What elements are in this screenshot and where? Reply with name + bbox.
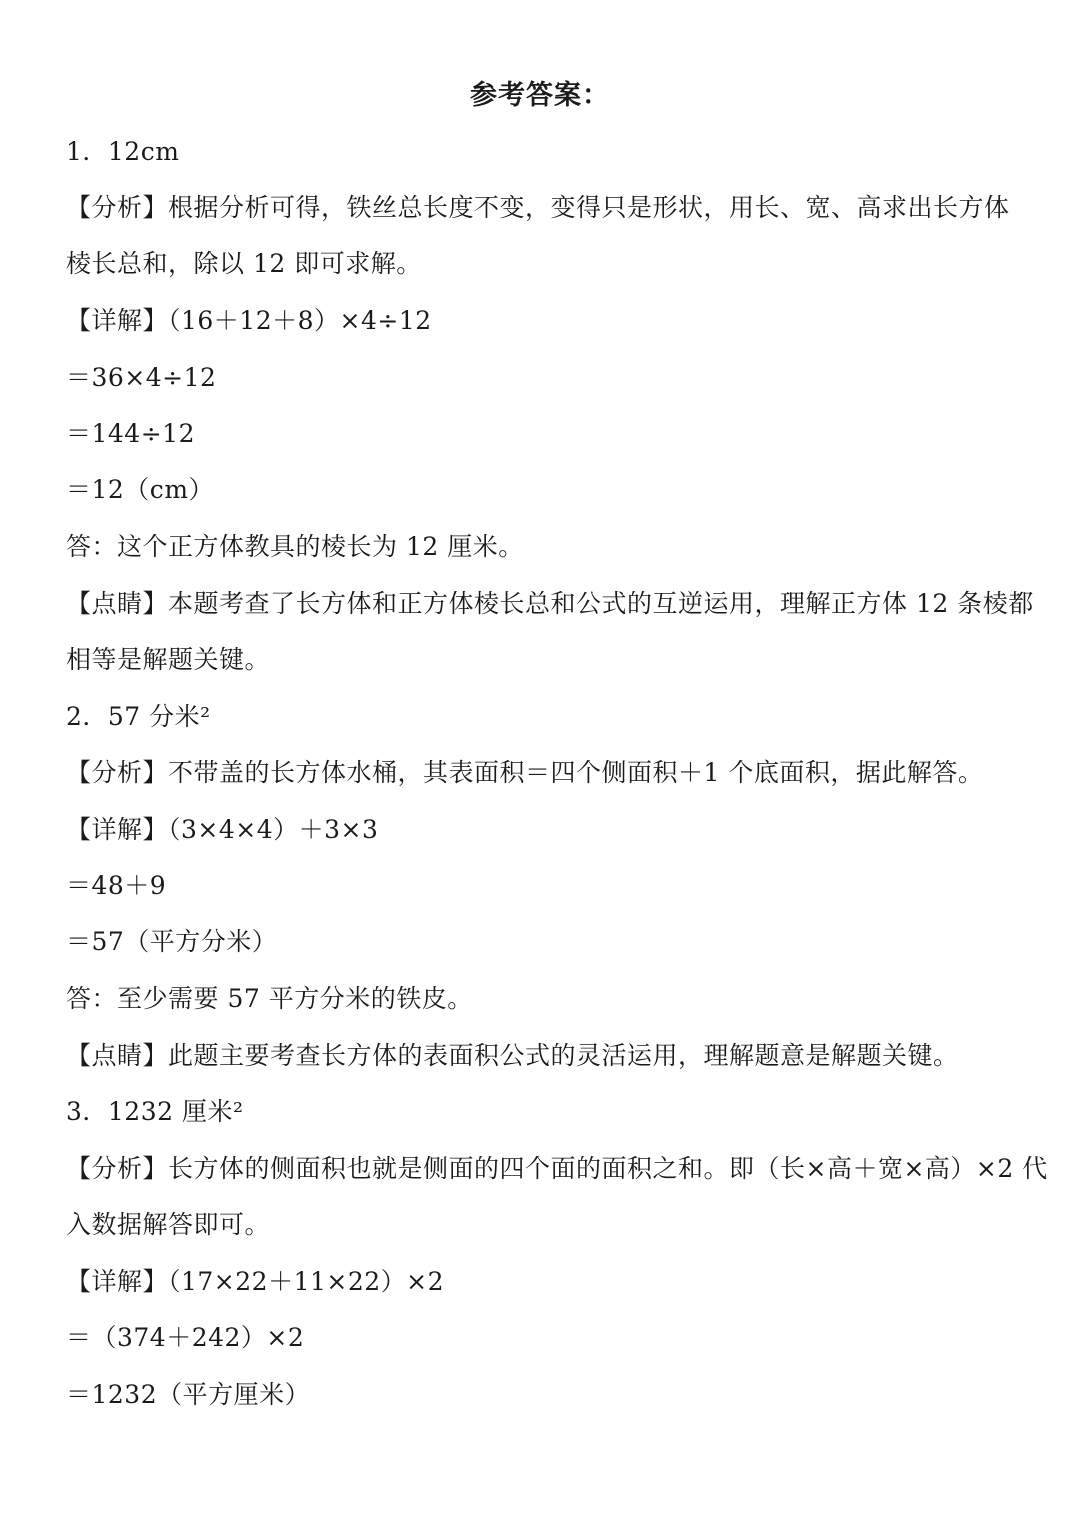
q2-detail: 【详解】（3×4×4）＋3×3 [66,815,379,844]
q1-detail: 【详解】（16＋12＋8）×4÷12 [66,306,432,335]
q1-answer: 1．12cm [66,137,180,166]
q1-point-line1: 【点睛】本题考查了长方体和正方体棱长总和公式的互逆运用，理解正方体 12 条棱都 [66,589,1034,618]
q3-analysis-line1: 【分析】长方体的侧面积也就是侧面的四个面的面积之和。即（长×高＋宽×高）×2 代 [66,1154,1048,1183]
q3-step1: ＝（374＋242）×2 [66,1323,305,1352]
q3-step2: ＝1232（平方厘米） [66,1380,311,1409]
q1-step3: ＝12（cm） [66,475,215,504]
q1-point-line2: 相等是解题关键。 [66,645,271,674]
q1-analysis-line1: 【分析】根据分析可得，铁丝总长度不变，变得只是形状，用长、宽、高求出长方体 [66,193,1010,222]
q3-analysis-line2: 入数据解答即可。 [66,1210,271,1239]
q3-detail: 【详解】（17×22＋11×22）×2 [66,1267,444,1296]
q2-analysis: 【分析】不带盖的长方体水桶，其表面积＝四个侧面积＋1 个底面积，据此解答。 [66,758,984,787]
q1-step2: ＝144÷12 [66,419,195,448]
q3-answer: 3．1232 厘米² [66,1097,244,1126]
q2-step2: ＝57（平方分米） [66,927,278,956]
q2-answer: 2．57 分米² [66,702,211,731]
q2-point: 【点睛】此题主要考查长方体的表面积公式的灵活运用，理解题意是解题关键。 [66,1041,959,1070]
q2-reply: 答：至少需要 57 平方分米的铁皮。 [66,984,473,1013]
q1-reply: 答：这个正方体教具的棱长为 12 厘米。 [66,532,524,561]
q2-step1: ＝48＋9 [66,871,167,900]
q1-analysis-line2: 棱长总和，除以 12 即可求解。 [66,249,422,278]
page-title: 参考答案： [470,80,610,111]
q1-step1: ＝36×4÷12 [66,363,217,392]
